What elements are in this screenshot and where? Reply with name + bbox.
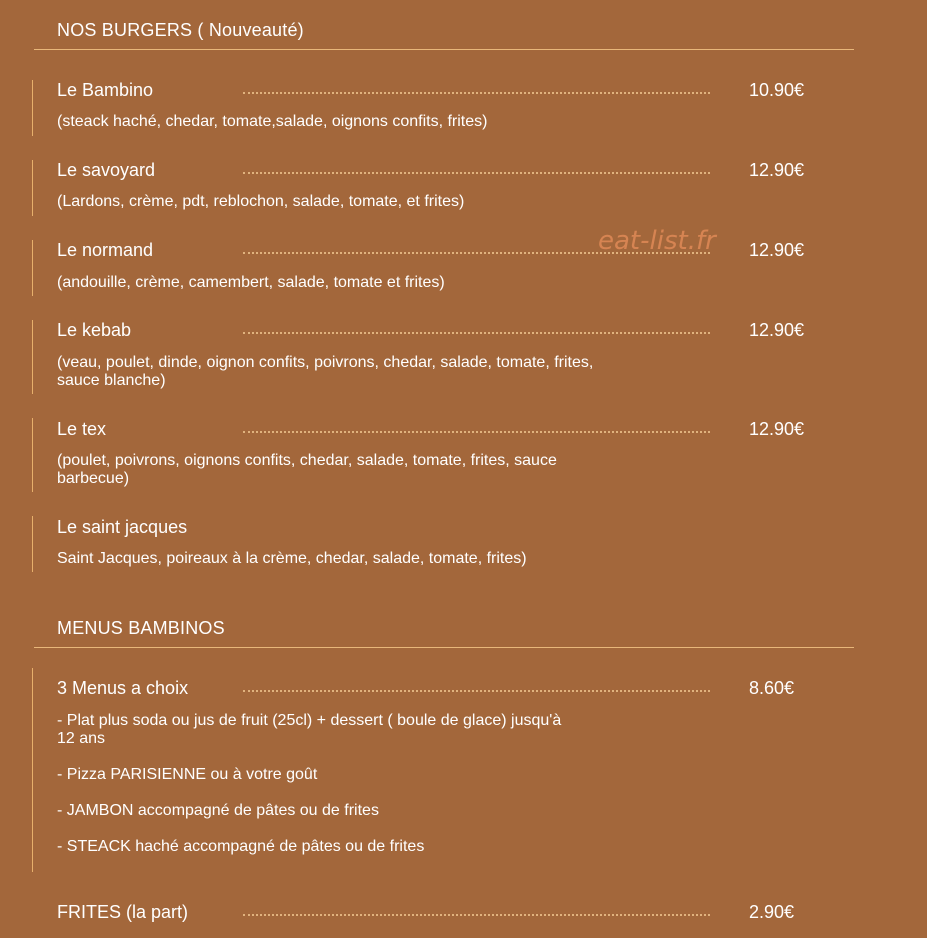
item-price-tex: 12.90€ [749, 419, 805, 439]
item-accent-bar [32, 160, 33, 216]
item-desc-normand: (andouille, crème, camembert, salade, tomate et frites) [57, 274, 445, 291]
dot-leader [243, 690, 710, 692]
menu-line: - JAMBON accompagné de pâtes ou de frites [57, 802, 379, 819]
item-price-menus: 8.60€ [749, 678, 795, 698]
item-name-bambino: Le Bambino [57, 80, 154, 100]
item-desc-bambino: (steack haché, chedar, tomate,salade, oignons confits, frites) [57, 113, 488, 130]
item-name-saint-jacques: Le saint jacques [57, 517, 188, 537]
item-price-frites: 2.90€ [749, 902, 795, 922]
item-name-savoyard: Le savoyard [57, 160, 156, 180]
dot-leader [243, 914, 710, 916]
item-accent-bar [32, 668, 33, 872]
section-divider [34, 49, 854, 50]
item-name-kebab: Le kebab [57, 320, 132, 340]
item-name-frites: FRITES (la part) [57, 902, 189, 922]
item-accent-bar [32, 516, 33, 572]
item-name-tex: Le tex [57, 419, 107, 439]
item-accent-bar [32, 80, 33, 136]
menu-line: - Plat plus soda ou jus de fruit (25cl) + dessert ( boule de glace) jusqu'à 12 ans [57, 712, 562, 747]
menu-line: - STEACK haché accompagné de pâtes ou de frites [57, 838, 425, 855]
item-accent-bar [32, 418, 33, 492]
section-divider [34, 647, 854, 648]
item-desc-tex: (poulet, poivrons, oignons confits, chedar, salade, tomate, frites, sauce barbecue) [57, 452, 557, 487]
item-desc-savoyard: (Lardons, crème, pdt, reblochon, salade, tomate, et frites) [57, 193, 465, 210]
section-title-bambinos: MENUS BAMBINOS [57, 618, 225, 638]
item-price-kebab: 12.90€ [749, 320, 805, 340]
item-price-savoyard: 12.90€ [749, 160, 805, 180]
dot-leader [243, 92, 710, 94]
item-price-bambino: 10.90€ [749, 80, 805, 100]
section-title-burgers: NOS BURGERS ( Nouveauté) [57, 20, 304, 40]
item-name-normand: Le normand [57, 240, 154, 260]
dot-leader [243, 431, 710, 433]
item-accent-bar [32, 240, 33, 296]
dot-leader [243, 172, 710, 174]
item-accent-bar [32, 320, 33, 394]
dot-leader [243, 332, 710, 334]
item-desc-saint-jacques: Saint Jacques, poireaux à la crème, chedar, salade, tomate, frites) [57, 550, 527, 567]
item-desc-kebab: (veau, poulet, dinde, oignon confits, poivrons, chedar, salade, tomate, frites, sauce blanche) [57, 354, 594, 389]
watermark-logo: eat-list.fr [598, 226, 716, 256]
menu-line: - Pizza PARISIENNE ou à votre goût [57, 766, 318, 783]
item-price-normand: 12.90€ [749, 240, 805, 260]
item-name-menus: 3 Menus a choix [57, 678, 189, 698]
